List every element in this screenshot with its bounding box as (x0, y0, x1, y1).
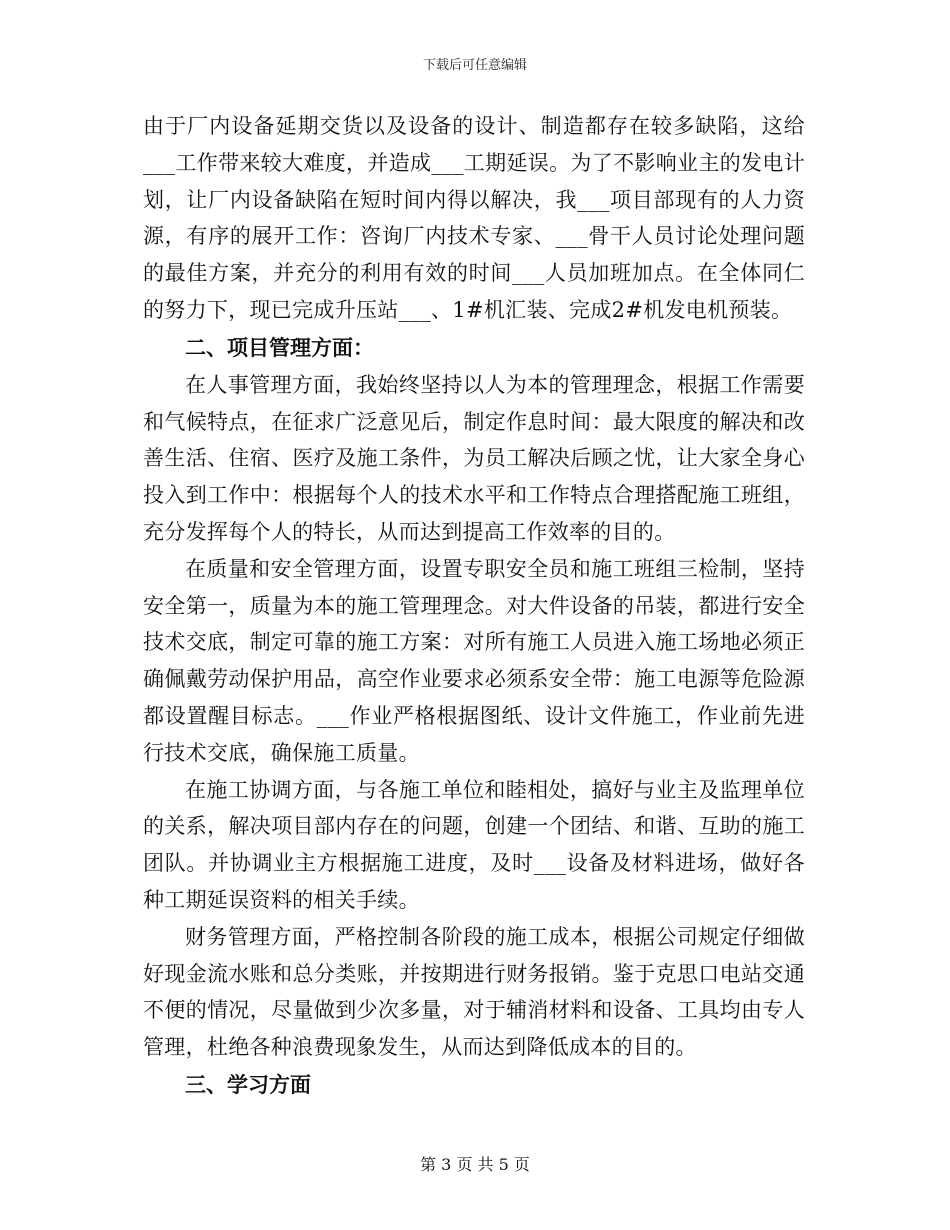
paragraph-1: 由于厂内设备延期交货以及设备的设计、制造都存在较多缺陷，这给___工作带来较大难度，并造成___工期延误。为了不影响业主的发电计划，让厂内设备缺陷在短时间内得以解决，我___项目部现有的人力资源，有序的展开工作：咨询厂内技术专家、___骨干人员讨论处理问题的最佳方案，并充分的利用有效的时间___人员加班加点。在全体同仁的努力下，现已完成升压站___、1#机汇装、完成2#机发电机预装。 (143, 114, 805, 322)
paragraph-finance: 财务管理方面，严格控制各阶段的施工成本，根据公司规定仔细做好现金流水账和总分类账，并按期进行财务报销。鉴于克思口电站交通不便的情况，尽量做到少次多量，对于辅消材料和设备、工具均由专人管理，杜绝各种浪费现象发生，从而达到降低成本的目的。 (143, 924, 805, 1060)
document-body (143, 108, 805, 1104)
paragraph-coordination: 在施工协调方面，与各施工单位和睦相处，搞好与业主及监理单位的关系，解决项目部内存在的问题，创建一个团结、和谐、互助的施工团队。并协调业主方根据施工进度，及时___设备及材料进场，做好各种工期延误资料的相关手续。 (143, 777, 805, 912)
paragraph-personnel: 在人事管理方面，我始终坚持以人为本的管理理念，根据工作需要和气候特点，在征求广泛意见后，制定作息时间：最大限度的解决和改善生活、住宿、医疗及施工条件，为员工解决后顾之忧，让大家全身心投入到工作中：根据每个人的技术水平和工作特点合理搭配施工班组，充分发挥每个人的特长，从而达到提高工作效率的目的。 (143, 372, 805, 544)
paragraph-quality-safety: 在质量和安全管理方面，设置专职安全员和施工班组三检制，坚持安全第一，质量为本的施工管理理念。对大件设备的吊装，都进行安全技术交底，制定可靠的施工方案：对所有施工人员进入施工场地必须正确佩戴劳动保护用品，高空作业要求必须系安全带：施工电源等危险源都设置醒目标志。___作业严格根据图纸、设计文件施工，作业前先进行技术交底，确保施工质量。 (143, 556, 805, 765)
page-footer: 第 3 页 共 5 页 (420, 1155, 530, 1174)
page-header: 下载后可任意编辑 (422, 58, 527, 73)
section-heading-3: 三、学习方面 (185, 1072, 311, 1097)
section-heading-2: 二、项目管理方面： (185, 335, 374, 360)
